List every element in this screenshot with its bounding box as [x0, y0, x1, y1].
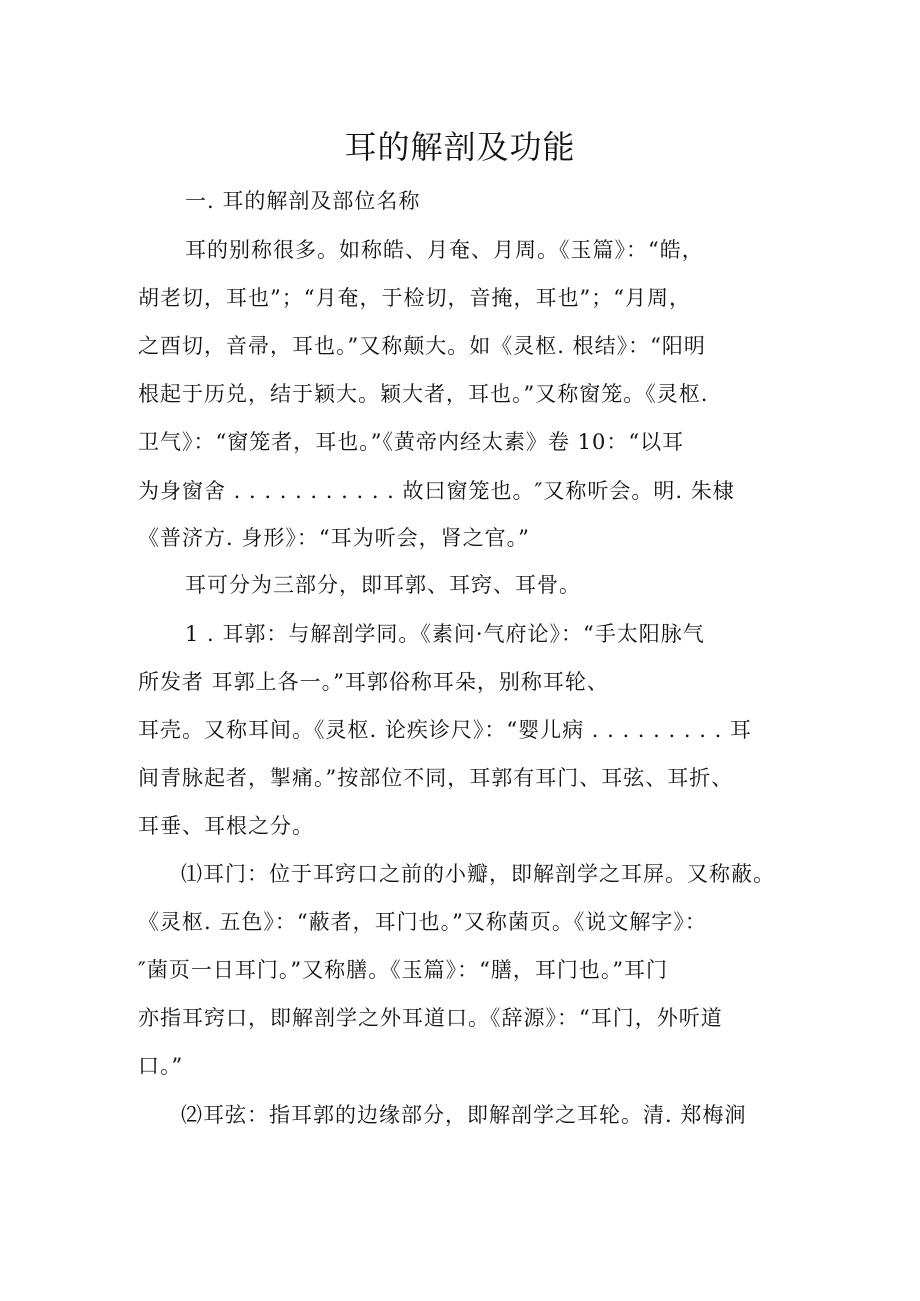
- document-title: 耳的解剖及功能: [344, 128, 576, 166]
- text-line: 1 . 耳郭：与解剖学同。《素问·气府论》：“手太阳脉气: [185, 622, 705, 646]
- text-line: 卫气》：“窗笼者，耳也。”《黄帝内经太素》卷 10：“以耳: [138, 430, 685, 454]
- text-line: 耳的别称很多。如称皓、月奄、月周。《玉篇》：“皓，: [185, 238, 704, 262]
- text-line: 根起于历兑，结于颖大。颖大者，耳也。”又称窗笼。《灵枢.: [138, 382, 709, 406]
- text-line: 胡老切，耳也”；“月奄，于检切，音掩，耳也”；“月周，: [138, 286, 691, 310]
- text-line: 《灵枢. 五色》：“蔽者，耳门也。”又称菌页。《说文解字》：: [138, 910, 707, 934]
- text-line: 耳壳。又称耳间。《灵枢. 论疾诊尺》：“婴儿病 . . . . . . . . . 耳: [138, 718, 752, 742]
- text-line: 《普济方. 身形》：“耳为听会，肾之官。”: [138, 526, 530, 550]
- text-line: 为身窗舍 . . . . . . . . . . . 故曰窗笼也。″又称听会。明. 朱棣: [138, 479, 735, 503]
- text-line: ″菌页一日耳门。”又称膳。《玉篇》：“膳，耳门也。”耳门: [138, 958, 669, 982]
- text-line: 间青脉起者，掣痛。”按部位不同，耳郭有耳门、耳弦、耳折、: [138, 766, 734, 790]
- text-line: 口。”: [138, 1054, 184, 1078]
- text-line: 亦指耳窍口，即解剖学之外耳道口。《辞源》：“耳门，外听道: [138, 1006, 723, 1030]
- text-line: 之酉切，音帚，耳也。”又称颠大。如《灵枢. 根结》：“阳明: [138, 334, 706, 358]
- text-line: ⑴耳门：位于耳窍口之前的小瓣，即解剖学之耳屏。又称蔽。: [181, 862, 775, 886]
- text-line: 耳垂、耳根之分。: [138, 814, 314, 838]
- text-line: ⑵耳弦：指耳郭的边缘部分，即解剖学之耳轮。清. 郑梅涧: [181, 1103, 747, 1127]
- text-line: 所发者 耳郭上各一。”耳郭俗称耳朵，别称耳轮、: [138, 670, 609, 694]
- section-heading: 一. 耳的解剖及部位名称: [185, 189, 421, 213]
- text-line: 耳可分为三部分，即耳郭、耳窍、耳骨。: [185, 573, 581, 597]
